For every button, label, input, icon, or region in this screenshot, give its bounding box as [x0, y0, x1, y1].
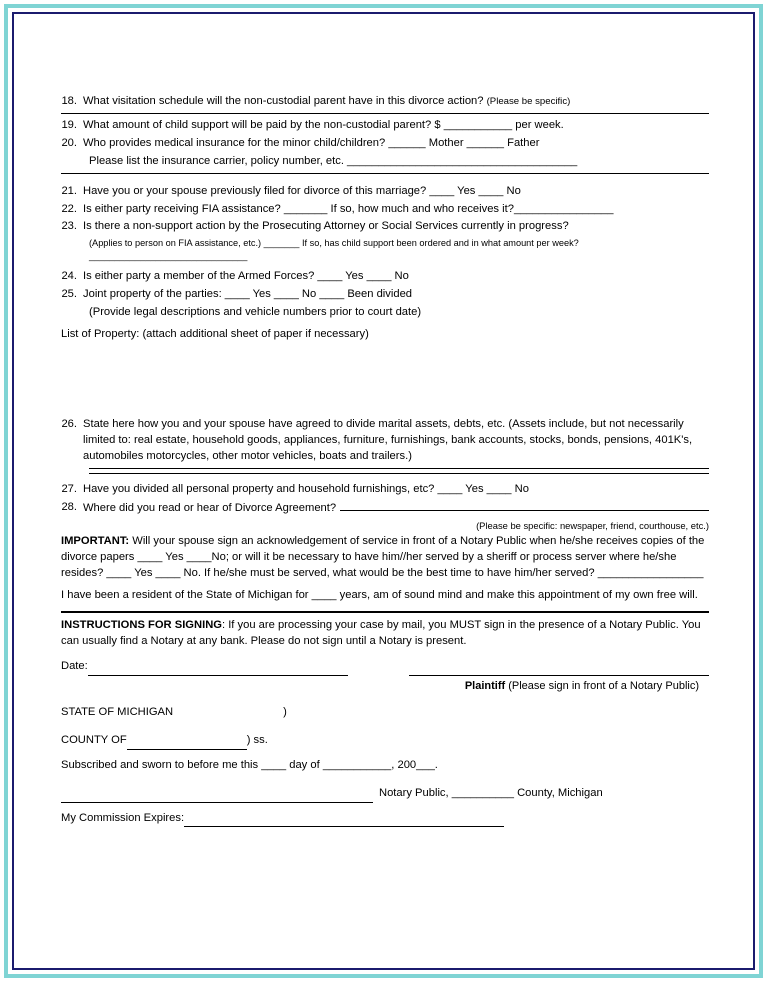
question-18	[61, 94, 709, 110]
instructions-label: INSTRUCTIONS FOR SIGNING	[61, 618, 222, 631]
list-of-property-label: List of Property: (attach additional sheet of paper if necessary)	[61, 328, 369, 341]
important-text: Will your spouse sign an acknowledgement of service in front of a Notary Public when he/she receives copies of the divorce papers ____ Yes ____No; or will it be necessary to have him//her served by a sheriff or process server where he/she resides? ____ Yes ____ No. If he/she must be served, what would be the best time to have him/her served? _________________	[61, 534, 705, 579]
commission-label: My Commission Expires:	[61, 811, 185, 824]
commission-input-line[interactable]	[184, 811, 504, 828]
state-label: STATE OF MICHIGAN	[61, 705, 174, 718]
question-23-note: (Applies to person on FIA assistance, etc.) _______ If so, has child support been ordered and in what amount per week? _______________________________	[89, 238, 579, 262]
answer-line-26-a[interactable]	[89, 468, 709, 469]
date-signature-row	[61, 659, 709, 676]
commission-row	[61, 811, 709, 828]
question-27	[61, 482, 709, 498]
question-20-text: Who provides medical insurance for the minor child/children? ______ Mother ______ Father	[83, 136, 540, 149]
question-18-text: What visitation schedule will the non-custodial parent have in this divorce action?	[83, 95, 484, 107]
question-21-number: 21.	[61, 184, 77, 197]
question-28-number: 28.	[61, 500, 77, 513]
question-27-text: Have you divided all personal property and household furnishings, etc? ____ Yes ____ No	[83, 482, 529, 495]
question-23-text: Is there a non-support action by the Prosecuting Attorney or Social Services currently in progress?	[83, 220, 569, 233]
question-24-number: 24.	[61, 270, 77, 283]
form-content	[61, 94, 709, 827]
plaintiff-caption-row	[61, 679, 709, 695]
question-26	[61, 417, 709, 465]
plaintiff-note: (Please sign in front of a Notary Public)	[508, 680, 699, 693]
plaintiff-label: Plaintiff	[464, 680, 506, 693]
question-25	[61, 287, 709, 303]
question-19	[61, 118, 709, 134]
important-label: IMPORTANT:	[61, 534, 130, 547]
county-label: COUNTY OF	[61, 733, 127, 746]
form-sheet	[16, 16, 751, 966]
question-27-number: 27.	[61, 482, 77, 495]
question-20-number: 20.	[61, 136, 77, 149]
question-18-note: (Please be specific)	[486, 96, 571, 107]
question-24	[61, 269, 709, 285]
question-22-number: 22.	[61, 202, 77, 215]
notary-row	[61, 786, 709, 803]
question-23-number: 23.	[61, 220, 77, 233]
question-21-text: Have you or your spouse previously filed for divorce of this marriage? ____ Yes ____ No	[83, 184, 521, 197]
divider-thick	[61, 611, 709, 613]
question-18-number: 18.	[61, 95, 77, 107]
question-26-text: State here how you and your spouse have agreed to divide marital assets, debts, etc. (Assets include, but not necessarily limited to: real estate, household goods, appliances, furniture, furnishings, bank accounts, stocks, bonds, pensions, 401K's, automobiles motorcycles, other motor vehicles, boats and trailers.)	[83, 418, 693, 462]
sworn-text: Subscribed and sworn to before me this ____ day of ___________, 200___.	[61, 758, 438, 771]
residency-statement: I have been a resident of the State of Michigan for ____ years, am of sound mind and make this appointment of my own free will.	[61, 588, 698, 601]
date-label: Date:	[61, 660, 88, 673]
state-paren: )	[283, 705, 287, 718]
question-26-number: 26.	[61, 418, 77, 431]
instructions-block	[61, 618, 709, 650]
question-23	[61, 219, 709, 235]
question-28	[61, 500, 709, 517]
question-19-number: 19.	[61, 118, 77, 131]
question-20-sub: Please list the insurance carrier, policy number, etc. _____________________________________	[89, 154, 578, 167]
notary-signature-line[interactable]	[61, 786, 373, 803]
question-24-text: Is either party a member of the Armed Forces? ____ Yes ____ No	[83, 270, 409, 283]
question-19-text: What amount of child support will be paid by the non-custodial parent? $ ___________ per week.	[83, 118, 564, 131]
question-22	[61, 202, 709, 218]
question-21	[61, 184, 709, 200]
answer-line-26-b[interactable]	[89, 473, 709, 474]
county-row	[61, 733, 709, 750]
important-block	[61, 534, 709, 582]
county-suffix: ) ss.	[246, 733, 268, 746]
county-input-line[interactable]	[127, 733, 247, 750]
state-row	[61, 705, 709, 721]
question-22-text: Is either party receiving FIA assistance? _______ If so, how much and who receives it?________________	[83, 202, 614, 215]
question-28-note: (Please be specific: newspaper, friend, courthouse, etc.)	[476, 519, 709, 531]
question-25-sub: (Provide legal descriptions and vehicle numbers prior to court date)	[89, 306, 422, 319]
question-25-number: 25.	[61, 288, 77, 301]
instructions-text: : If you are processing your case by mail, you MUST sign in the presence of a Notary Public. You can usually find a Notary at any bank. Please do not sign until a Notary is present.	[61, 618, 701, 647]
question-25-text: Joint property of the parties: ____ Yes ____ No ____ Been divided	[83, 288, 413, 301]
question-28-text: Where did you read or hear of Divorce Agreement?	[83, 501, 337, 514]
plaintiff-signature-line[interactable]	[409, 659, 709, 676]
question-20	[61, 136, 709, 152]
notary-line-text: Notary Public, __________ County, Michigan	[379, 786, 603, 799]
date-input-line[interactable]	[88, 659, 348, 676]
answer-line-20[interactable]	[61, 173, 709, 174]
answer-line-18[interactable]	[61, 113, 709, 114]
answer-line-28[interactable]	[340, 500, 709, 511]
